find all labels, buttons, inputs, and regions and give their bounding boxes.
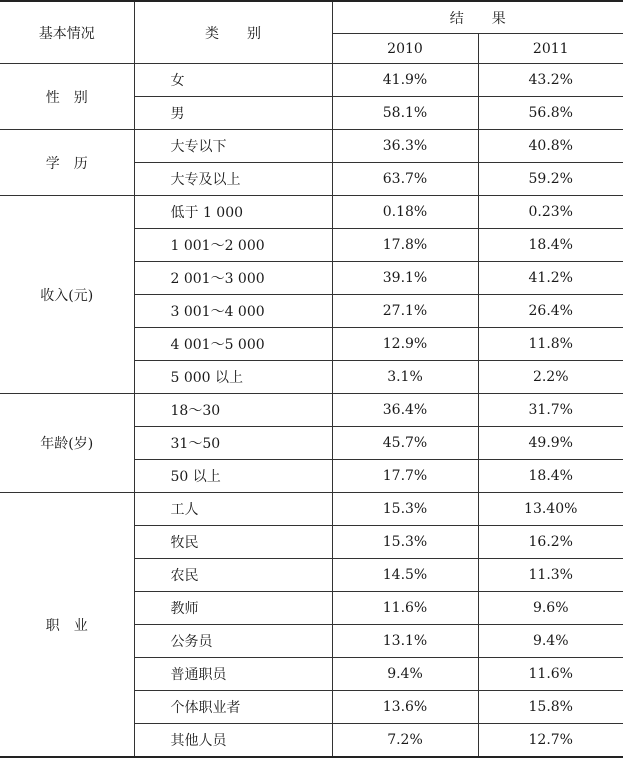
category-cell: 31～50 (134, 427, 332, 460)
header-row-top (0, 1, 623, 34)
value-2010-cell: 17.7% (332, 460, 478, 493)
value-2010-cell: 9.4% (332, 658, 478, 691)
category-cell: 低于 1 000 (134, 196, 332, 229)
table-row (0, 493, 623, 526)
group-label: 性 别 (0, 64, 134, 130)
category-cell: 教师 (134, 592, 332, 625)
value-2011-cell: 43.2% (478, 64, 623, 97)
value-2011-cell: 31.7% (478, 394, 623, 427)
value-2010-cell: 36.4% (332, 394, 478, 427)
value-2010-cell: 13.6% (332, 691, 478, 724)
category-cell: 个体职业者 (134, 691, 332, 724)
value-2011-cell: 9.6% (478, 592, 623, 625)
category-cell: 公务员 (134, 625, 332, 658)
value-2010-cell: 63.7% (332, 163, 478, 196)
value-2011-cell: 9.4% (478, 625, 623, 658)
category-cell: 农民 (134, 559, 332, 592)
value-2010-cell: 45.7% (332, 427, 478, 460)
category-cell: 牧民 (134, 526, 332, 559)
value-2010-cell: 17.8% (332, 229, 478, 262)
value-2010-cell: 3.1% (332, 361, 478, 394)
category-cell: 女 (134, 64, 332, 97)
group-label: 职 业 (0, 493, 134, 758)
value-2011-cell: 12.7% (478, 724, 623, 758)
value-2011-cell: 11.6% (478, 658, 623, 691)
value-2010-cell: 39.1% (332, 262, 478, 295)
value-2011-cell: 16.2% (478, 526, 623, 559)
category-cell: 男 (134, 97, 332, 130)
value-2011-cell: 18.4% (478, 229, 623, 262)
category-cell: 18～30 (134, 394, 332, 427)
value-2010-cell: 27.1% (332, 295, 478, 328)
header-basic: 基本情况 (0, 1, 134, 64)
header-year-2011: 2011 (478, 34, 623, 64)
value-2010-cell: 36.3% (332, 130, 478, 163)
value-2011-cell: 26.4% (478, 295, 623, 328)
value-2011-cell: 2.2% (478, 361, 623, 394)
value-2011-cell: 11.3% (478, 559, 623, 592)
category-cell: 大专及以上 (134, 163, 332, 196)
category-cell: 2 001～3 000 (134, 262, 332, 295)
group-label: 学 历 (0, 130, 134, 196)
header-year-2010: 2010 (332, 34, 478, 64)
value-2010-cell: 11.6% (332, 592, 478, 625)
value-2010-cell: 0.18% (332, 196, 478, 229)
category-cell: 大专以下 (134, 130, 332, 163)
value-2010-cell: 7.2% (332, 724, 478, 758)
category-cell: 1 001～2 000 (134, 229, 332, 262)
value-2010-cell: 13.1% (332, 625, 478, 658)
table-row (0, 64, 623, 97)
category-cell: 普通职员 (134, 658, 332, 691)
table-row (0, 130, 623, 163)
value-2011-cell: 59.2% (478, 163, 623, 196)
value-2010-cell: 12.9% (332, 328, 478, 361)
group-label: 收入(元) (0, 196, 134, 394)
value-2011-cell: 18.4% (478, 460, 623, 493)
header-category: 类 别 (134, 1, 332, 64)
value-2011-cell: 40.8% (478, 130, 623, 163)
category-cell: 50 以上 (134, 460, 332, 493)
value-2011-cell: 56.8% (478, 97, 623, 130)
category-cell: 其他人员 (134, 724, 332, 758)
value-2010-cell: 15.3% (332, 493, 478, 526)
category-cell: 工人 (134, 493, 332, 526)
table-row (0, 394, 623, 427)
value-2011-cell: 11.8% (478, 328, 623, 361)
group-label: 年龄(岁) (0, 394, 134, 493)
value-2011-cell: 13.40% (478, 493, 623, 526)
value-2011-cell: 49.9% (478, 427, 623, 460)
value-2010-cell: 58.1% (332, 97, 478, 130)
table-row (0, 196, 623, 229)
table-body (0, 64, 623, 758)
value-2010-cell: 41.9% (332, 64, 478, 97)
category-cell: 5 000 以上 (134, 361, 332, 394)
header-result: 结 果 (332, 1, 623, 34)
value-2010-cell: 14.5% (332, 559, 478, 592)
value-2011-cell: 0.23% (478, 196, 623, 229)
category-cell: 4 001～5 000 (134, 328, 332, 361)
value-2011-cell: 15.8% (478, 691, 623, 724)
value-2010-cell: 15.3% (332, 526, 478, 559)
value-2011-cell: 41.2% (478, 262, 623, 295)
category-cell: 3 001～4 000 (134, 295, 332, 328)
